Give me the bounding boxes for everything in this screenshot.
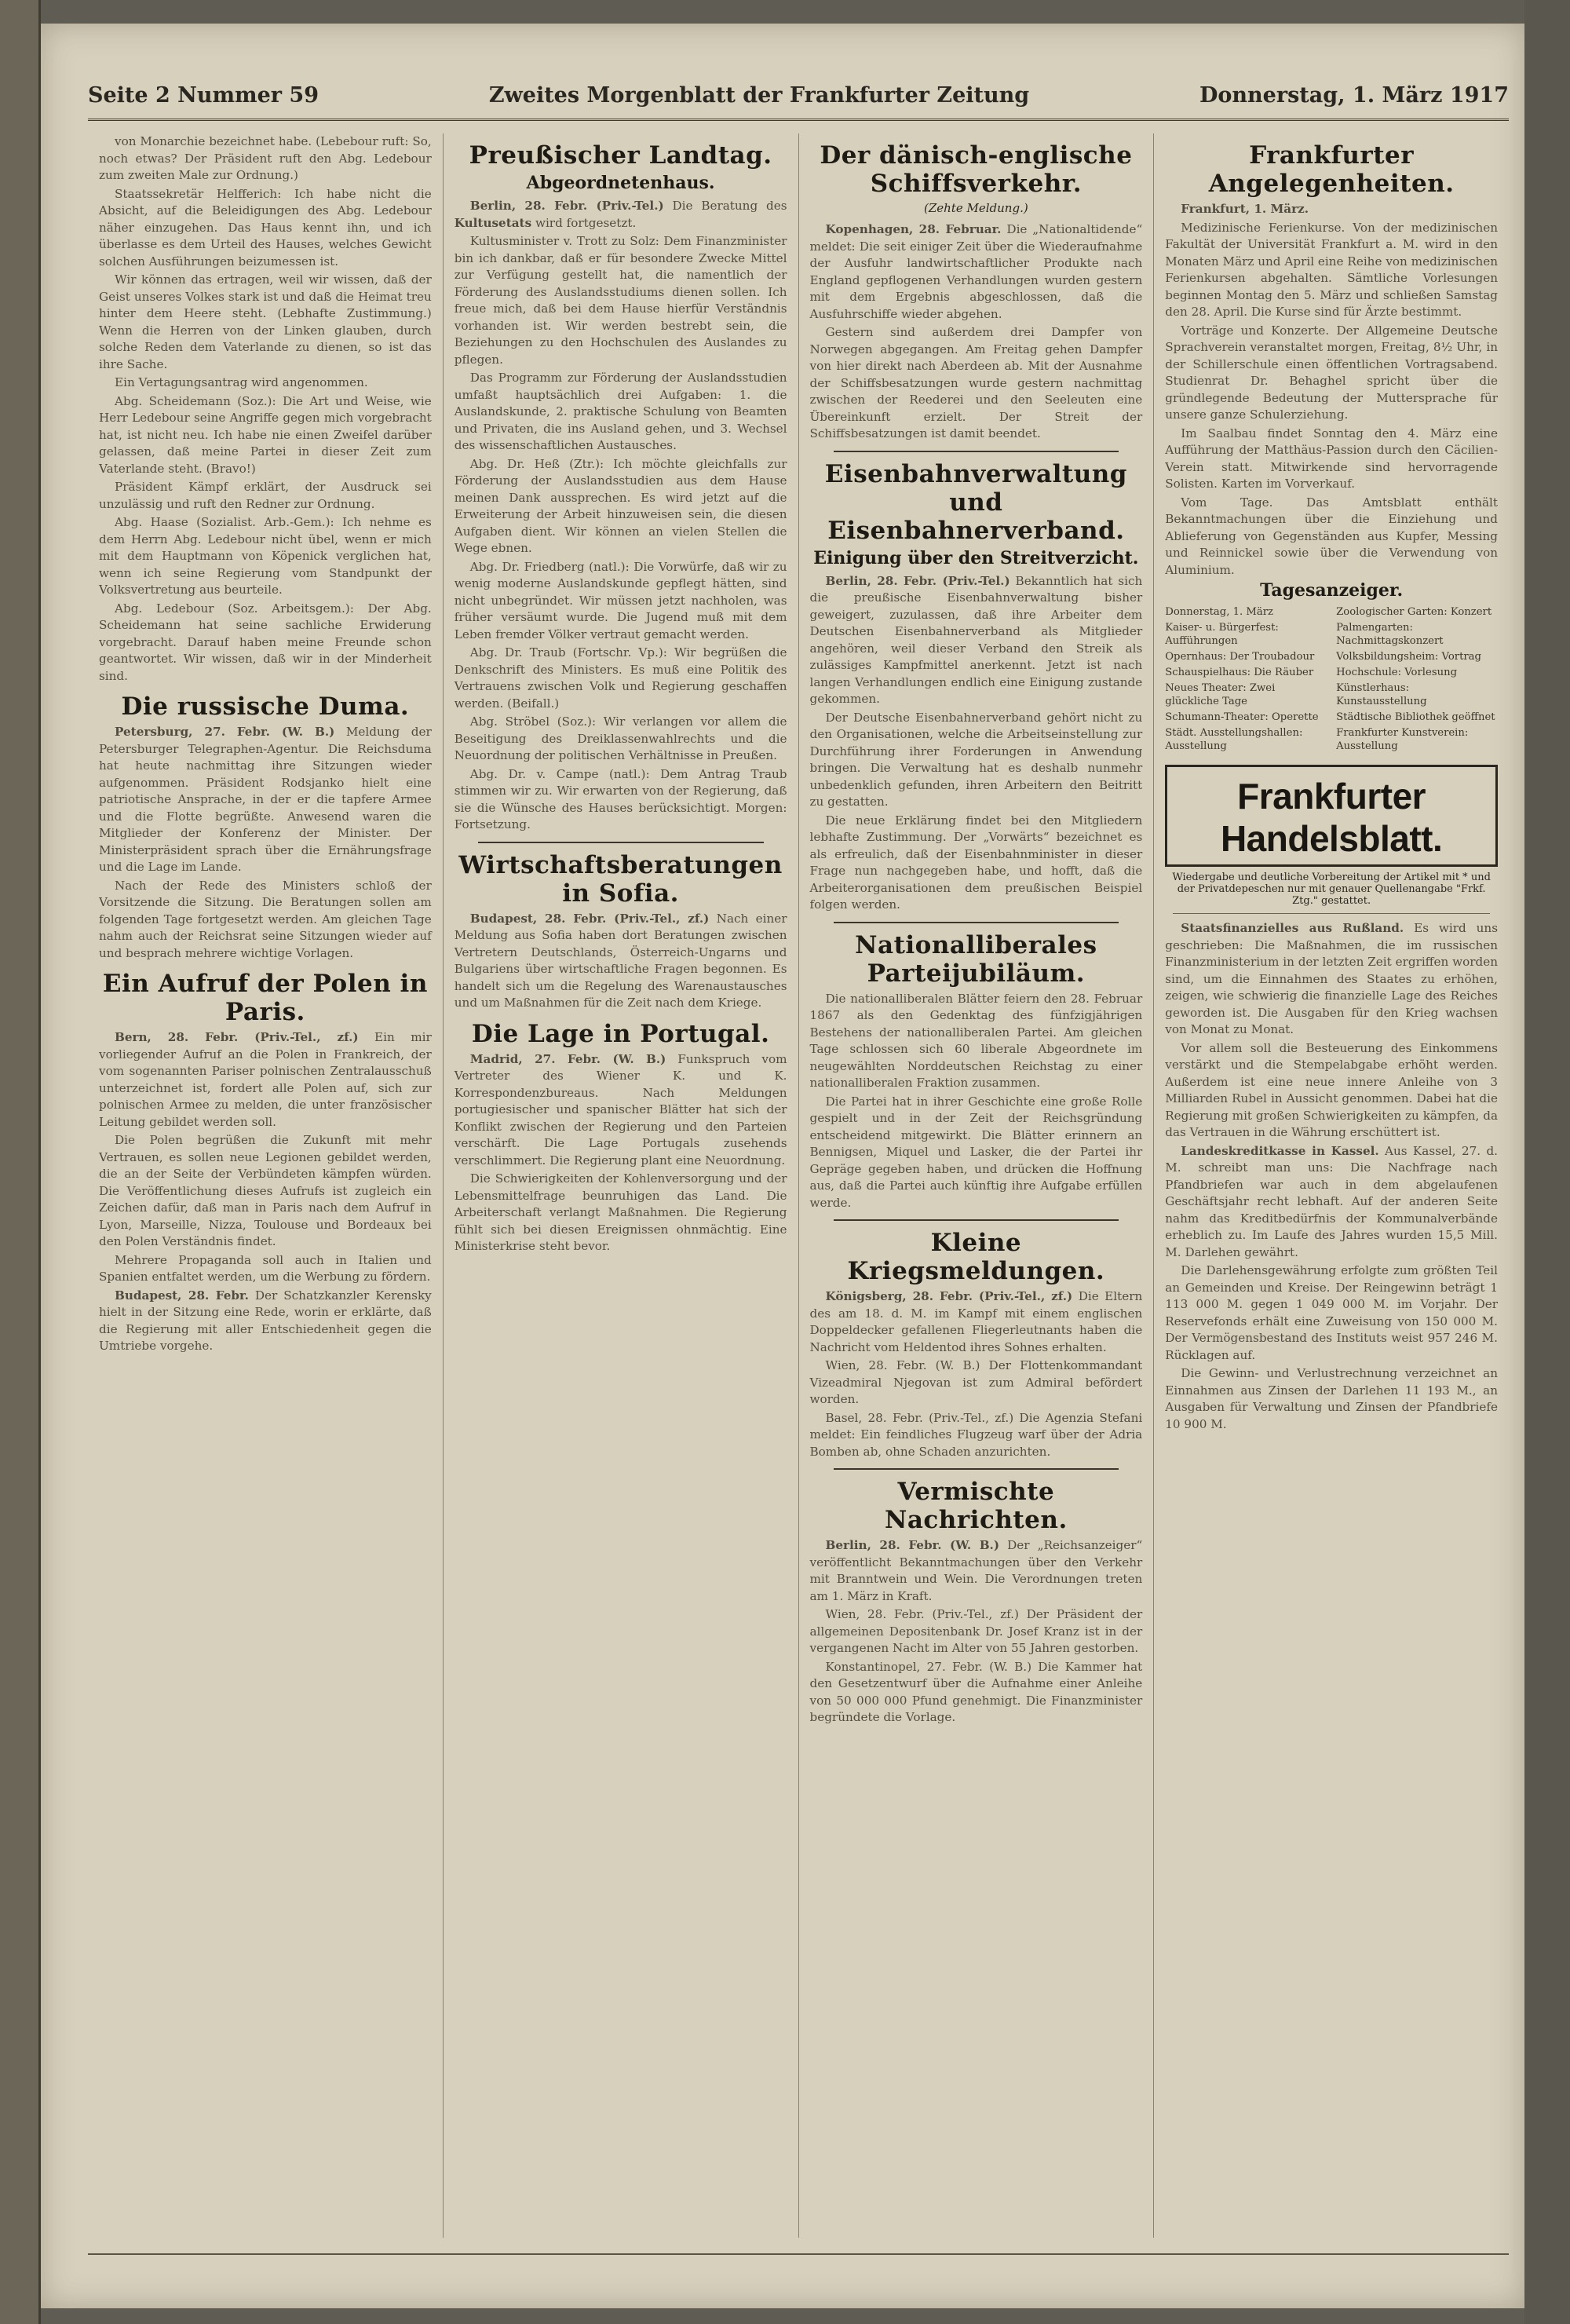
article-body: Frankfurt, 1. März. Medizinische Ferienkurse. Von der medizinischen Fakultät der Universität Frankfurt a. M. wird in den Monaten März und April eine Reihe von medizinischen Ferienkursen abgehalten. Sämtliche Vorlesungen beginnen Montag den 5. März und schließen Samstag den 28. April. Die Kurse sind für Ärzte bestimmt. Vorträge und Konzerte. Der Allgemeine Deutsche Sprachverein veranstaltet morgen, Freitag, 8½ Uhr, in der Schillerschule einen öffentlichen Vortragsabend. Studienrat Dr. Behaghel spricht über die gründlegende Bedeutung der Muttersprache für unsere ganze Schulerziehung. Im Saalbau findet Sonntag den 4. März eine Aufführung der Matthäus-Passion durch den Cäcilien-Verein statt. Mitwirkende sind hervorragende Solisten. Karten im Vorverkauf. Vom Tage. Das Amtsblatt enthält Bekanntmachungen über die Einziehung und Ablieferung von Gegenständen aus Kupfer, Messing und Reinnickel sowie über die Verwendung von Aluminium. <box>1165 202 1498 577</box>
section-masthead: Frankfurter Handelsblatt. <box>1165 765 1498 867</box>
section-heading: Frankfurter Angelegenheiten. <box>1208 141 1455 198</box>
dateline: Budapest, 28. Febr. (Priv.-Tel., zf.) <box>469 911 710 926</box>
article-body: Berlin, 28. Febr. (Priv.-Tel.) Bekanntlich hat sich die preußische Eisenbahnverwaltung bisher geweigert, zuzulassen, daß ihre Arbeiter dem Deutschen Eisenbahnerverband als Mitglieder angehören, weil dieser Verband den Streik als zulässiges Kampfmittel anerkennt. Jetzt ist nach langen Verhandlungen endlich eine Einigung zustande gekommen. Der Deutsche Eisenbahnerverband gehört nicht zu den Organisationen, welche die Arbeitseinstellung zur Durchführung ihrer Forderungen in Anwendung bringen. Die Verwaltung hat es deshalb nunmehr unbedenklich gefunden, ihren Arbeitern den Beitritt zu gestatten. Die neue Erklärung findet bei den Mitgliedern lebhafte Zustimmung. Der „Vorwärts“ bezeichnet es als erfreulich, daß der Eisenbahnminister in dieser Frage nun nachgegeben habe, und hofft, daß die Arbeiterorganisationen dem preußischen Beispiel folgen werden. <box>809 573 1143 912</box>
section-heading: Nationalliberales Parteijubiläum. <box>855 930 1097 988</box>
section-heading: Die Lage in Portugal. <box>471 1019 770 1048</box>
dateline: Berlin, 28. Febr. (Priv.-Tel.) <box>825 573 1010 588</box>
article-title: Landeskreditkasse in Kassel. <box>1181 1143 1379 1158</box>
event-listing: Donnerstag, 1. März Kaiser- u. Bürgerfest: Aufführungen Opernhaus: Der Troubadour Schauspielhaus: Die Räuber Neues Theater: Zwei glückliche Tage Schumann-Theater: Operette Städt. Ausstellungshallen: Ausstellung Zoologischer Garten: Konzert Palmengarten: Nachmittagskonzert Volksbildungsheim: Vortrag Hochschule: Vorlesung Künstlerhaus: Kunstausstellung Städtische Bibliothek geöffnet Frankfurter Kunstverein: Ausstellung <box>1165 606 1495 752</box>
article-body: Staatsfinanzielles aus Rußland. Es wird uns geschrieben: Die Maßnahmen, die im russischen Finanzministerium in der letzten Zeit ergriffen worden sind, um die Einnahmen des Staates zu erhöhen, zeigen, wie schwierig die finanzielle Lage des Reiches geworden ist. Die Ausgaben für den Krieg wachsen von Monat zu Monat. Vor allem soll die Besteuerung des Einkommens verstärkt und die Stempelabgabe erhöht werden. Außerdem ist eine neue innere Anleihe von 3 Milliarden Rubel in Aussicht genommen. Dabei hat die Regierung mit großen Schwierigkeiten zu kämpfen, da das Vertrauen in die Währung erschüttert ist. Landeskreditkasse in Kassel. Aus Kassel, 27. d. M. schreibt man uns: Die Nachfrage nach Pfandbriefen war auch in dem abgelaufenen Geschäftsjahr recht lebhaft. Auf der anderen Seite nahm das Kreditbedürfnis der Kommunalverbände erheblich zu. Im Laufe des Jahres wurden 15,5 Mill. M. Darlehen gewährt. Die Darlehensgewährung erfolgte zum größten Teil an Gemeinden und Kreise. Der Reingewinn beträgt 1 113 000 M. gegen 1 049 000 M. im Vorjahr. Der Reservefonds erhält eine Zuweisung von 150 000 M. Der Vermögensbestand des Instituts weist 957 246 M. Rücklagen auf. Die Gewinn- und Verlustrechnung verzeichnet an Einnahmen aus Zinsen der Darlehen 11 193 M., an Ausgaben für Verwaltung und Zinsen der Pfandbriefe 10 900 M. <box>1165 921 1499 1431</box>
dateline: Frankfurt, 1. März. <box>1181 202 1309 216</box>
subject-label: Kultusetats <box>454 215 532 230</box>
page-footer <box>88 2253 1509 2285</box>
divider <box>834 922 1119 923</box>
column-4 <box>1154 133 1509 2238</box>
article-body: Königsberg, 28. Febr. (Priv.-Tel., zf.) Die Eltern des am 18. d. M. im Kampf mit einem englischen Doppeldecker gefallenen Fliegerleutnants haben die Nachricht vom Heldentod ihres Sohnes erhalten. Wien, 28. Febr. (W. B.) Der Flottenkommandant Vizeadmiral Njegovan ist zum Admiral befördert worden. Basel, 28. Febr. (Priv.-Tel., zf.) Die Agenzia Stefani meldet: Ein feindliches Flugzeug warf über der Adria Bomben ab, ohne Schaden anzurichten. <box>809 1289 1143 1459</box>
column-1 <box>88 133 444 2238</box>
article-body: von Monarchie bezeichnet habe. (Lebebour ruft: So, noch etwas? Der Präsident ruft den Abg. Ledebour zum zweiten Male zur Ordnung.) Staatssekretär Helfferich: Ich habe nicht die Absicht, auf die Beleidigungen des Abg. Ledebour näher einzugehen. Das Haus kennt ihn, und ich überlasse es dem Urteil des Hauses, welches Gewicht solchen Ausführungen beizumessen ist. Wir können das ertragen, weil wir wissen, daß der Geist unseres Volkes stark ist und daß die Heimat treu hinter dem Heere steht. (Lebhafte Zustimmung.) Wenn die Herren von der Linken glauben, durch solche Reden dem Vaterlande zu dienen, so ist das ihre Sache. Ein Vertagungsantrag wird angenommen. Abg. Scheidemann (Soz.): Die Art und Weise, wie Herr Ledebour seine Angriffe gegen mich vorgebracht hat, ist nicht neu. Ich habe nie einen Zweifel darüber gelassen, daß meine Partei in dieser Zeit zum Vaterlande steht. (Bravo!) Präsident Kämpf erklärt, der Ausdruck sei unzulässig und ruft den Redner zur Ordnung. Abg. Haase (Sozialist. Arb.-Gem.): Ich nehme es dem Herrn Abg. Ledebour nicht übel, wenn er mich mit dem Hauptmann von Köpenick verglichen hat, wenn ich seine Regierung vom Standpunkt der Volksvertretung aus beurteile. Abg. Ledebour (Soz. Arbeitsgem.): Der Abg. Scheidemann hat seine sachliche Erwiderung vorgebracht. Darauf haben meine Freunde schon geantwortet. Wir wissen, daß wir in der Minderheit sind. <box>99 134 432 683</box>
section-subheading: Tagesanzeiger. <box>1260 580 1404 601</box>
article-body: Budapest, 28. Febr. (Priv.-Tel., zf.) Nach einer Meldung aus Sofia haben dort Beratungen zwischen Vertretern Deutschlands, Österreich-Ungarns und Bulgariens über wirtschaftliche Fragen begonnen. Es handelt sich um die Regelung des Warenaustausches und um Maßnahmen für die Zeit nach dem Kriege. <box>454 911 787 1010</box>
dateline: Berlin, 28. Febr. (W. B.) <box>825 1538 1000 1552</box>
section-heading: Der dänisch-englische Schiffsverkehr. <box>820 141 1133 198</box>
newspaper-page <box>41 24 1524 2308</box>
page-number: Seite 2 Nummer 59 <box>88 83 319 108</box>
dateline: Bern, 28. Febr. (Priv.-Tel., zf.) <box>115 1030 359 1044</box>
section-heading: Eisenbahnverwaltung und Eisenbahnerverband. <box>824 459 1127 545</box>
paper-title: Zweites Morgenblatt der Frankfurter Zeitung <box>488 83 1030 108</box>
dateline: Kopenhagen, 28. Februar. <box>825 222 1002 236</box>
article-body: Madrid, 27. Febr. (W. B.) Funkspruch vom Vertreter des Wiener K. und K. Korrespondenzbureaus. Nach Meldungen portugiesischer und spanischer Blätter hat sich der Konflikt zwischen der Regierung und den Parteien verschärft. Die Lage Portugals zusehends verschlimmert. Die Regierung plant eine Neuordnung. Die Schwierigkeiten der Kohlenversorgung und der Lebensmittelfrage beunruhigen das Land. Die Arbeiterschaft verlangt Maßnahmen. Die Regierung fühlt sich bei diesen Ereignissen ohnmächtig. Eine Ministerkrise steht bevor. <box>454 1051 787 1253</box>
article-body: Bern, 28. Febr. (Priv.-Tel., zf.) Ein mir vorliegender Aufruf an die Polen in Frankreich, der vom sogenannten Pariser polnischen Zentralausschuß unterzeichnet ist, fordert alle Polen auf, sich zur polnischen Armee zu melden, die unter französischer Leitung gebildet werden soll. Die Polen begrüßen die Zukunft mit mehr Vertrauen, es sollen neue Legionen gebildet werden, die an der Seite der Verbündeten kämpfen würden. Die Veröffentlichung dieses Aufrufs ist zugleich ein Zeichen dafür, daß man in Paris nach dem Aufruf in Lyon, Marseille, Nizza, Toulouse und Bordeaux bei den Polen Verständnis findet. Mehrere Propaganda soll auch in Italien und Spanien entfaltet werden, um die Werbung zu fördern. Budapest, 28. Febr. Der Schatzkanzler Kerensky hielt in der Sitzung eine Rede, worin er erklärte, daß die Regierung mit aller Entschiedenheit gegen die Umtriebe vorgehe. <box>99 1030 432 1353</box>
binding-spine <box>0 0 41 2324</box>
article-title: Staatsfinanzielles aus Rußland. <box>1181 921 1404 935</box>
section-masthead-note: Wiedergabe und deutliche Vorbereitung der Artikel mit * und der Privatdepeschen nur mit genauer Quellenangabe "Frkf. Ztg." gestattet. <box>1172 872 1491 907</box>
dateline: Petersburg, 27. Febr. (W. B.) <box>115 725 335 739</box>
article-body: Die nationalliberalen Blätter feiern den 28. Februar 1867 als den Gedenktag des fünfzigjährigen Bestehens der nationalliberalen Partei. Am gleichen Tage schlossen sich 60 liberale Abgeordnete im neugewählten Norddeutschen Reichstag zu einer nationalliberalen Fraktion zusammen. Die Partei hat in ihrer Geschichte eine große Rolle gespielt und in der Zeit der Reichsgründung entscheidend mitgewirkt. Die Blätter erinnern an Bennigsen, Miquel und Lasker, die der Partei ihr Gepräge gegeben haben, und drücken die Hoffnung aus, daß die Partei auch künftig ihre Aufgabe erfüllen werde. <box>809 991 1143 1210</box>
page-edge <box>1524 0 1570 2324</box>
issue-date: Donnerstag, 1. März 1917 <box>1199 83 1509 108</box>
section-subheading: Abgeordnetenhaus. <box>526 173 715 193</box>
dateline: Madrid, 27. Febr. (W. B.) <box>469 1051 666 1066</box>
section-subheading: Einigung über den Streitverzicht. <box>813 547 1139 568</box>
masthead <box>88 79 1509 121</box>
column-3 <box>799 133 1155 2238</box>
section-heading: Die russische Duma. <box>121 692 410 721</box>
section-note: (Zehte Meldung.) <box>924 201 1028 215</box>
article-body: Berlin, 28. Febr. (W. B.) Der „Reichsanzeiger“ veröffentlicht Bekanntmachungen über den Verkehr mit Branntwein und Wein. Die Verordnungen treten am 1. März in Kraft. Wien, 28. Febr. (Priv.-Tel., zf.) Der Präsident der allgemeinen Depositenbank Dr. Josef Kranz ist in der vergangenen Nacht im Alter von 55 Jahren gestorben. Konstantinopel, 27. Febr. (W. B.) Die Kammer hat den Gesetzentwurf über die Aufnahme einer Anleihe von 50 000 000 Pfund genehmigt. Die Finanzminister begründete die Vorlage. <box>809 1538 1143 1724</box>
article-body: Berlin, 28. Febr. (Priv.-Tel.) Die Beratung des Kultusetats wird fortgesetzt. Kultusminister v. Trott zu Solz: Dem Finanzminister bin ich dankbar, daß er für besondere Zwecke Mittel zur Verfügung gestellt hat, die namentlich der Förderung des Auslandsstudiums dienen sollen. Ich freue mich, daß bei dem Hause hierfür Verständnis vorhanden ist. Wir werden bestrebt sein, die Beziehungen zu den Hochschulen des Auslandes zu pflegen. Das Programm zur Förderung der Auslandsstudien umfaßt hauptsächlich drei Aufgaben: 1. die Auslandskunde, 2. praktische Schulung von Beamten und Privaten, die ins Ausland gehen, und 3. Wechsel des wissenschaftlichen Austausches. Abg. Dr. Heß (Ztr.): Ich möchte gleichfalls zur Förderung der Auslandsstudien aus dem Hause meinen Dank aussprechen. Es wird jetzt auf die Erweiterung der Arbeit hinzuweisen sein, die diesen Aufgaben dient. Wir können an vielen Stellen die Wege ebnen. Abg. Dr. Friedberg (natl.): Die Vorwürfe, daß wir zu wenig moderne Auslandskunde gepflegt hätten, sind nicht unbegründet. Wir müssen jetzt nachholen, was früher versäumt wurde. Die Jugend muß mit dem Leben fremder Völker vertraut gemacht werden. Abg. Dr. Traub (Fortschr. Vp.): Wir begrüßen die Denkschrift des Ministers. Es muß eine Politik des Vertrauens zwischen Volk und Regierung geschaffen werden. (Beifall.) Abg. Ströbel (Soz.): Wir verlangen vor allem die Beseitigung des Dreiklassenwahlrechts und die Neuordnung der politischen Verhältnisse in Preußen. Abg. Dr. v. Campe (natl.): Dem Antrag Traub stimmen wir zu. Wir erwarten von der Regierung, daß sie die Wünsche des Hauses berücksichtigt. Morgen: Fortsetzung. <box>454 199 787 831</box>
section-heading: Wirtschaftsberatungen in Sofia. <box>458 850 783 908</box>
column-2 <box>444 133 799 2238</box>
section-heading: Kleine Kriegsmeldungen. <box>847 1229 1105 1285</box>
divider <box>1173 913 1490 914</box>
article-body: Petersburg, 27. Febr. (W. B.) Meldung der Petersburger Telegraphen-Agentur. Die Reichsduma hat heute nachmittag ihre Sitzungen wieder aufgenommen. Präsident Rodsjanko hielt eine patriotische Ansprache, in der er die tapfere Armee und die Flotte begrüßte. Anwesend waren die Mitglieder der Konferenz der Minister. Der Ministerpräsident sprach über die Ernährungsfrage und die Lage im Lande. Nach der Rede des Ministers schloß der Vorsitzende die Sitzung. Die Beratungen sollen am folgenden Tage fortgesetzt werden. Am gleichen Tage nahm auch der Reichsrat seine Sitzungen wieder auf und besprach mehrere wichtige Vorlagen. <box>99 725 432 960</box>
article-body: Kopenhagen, 28. Februar. Die „Nationaltidende“ meldet: Die seit einiger Zeit über die Wiederaufnahme der Ausfuhr landwirtschaftlicher Produkte nach England gepflogenen Verhandlungen wurden gestern mit dem Ergebnis abgeschlossen, daß die Ausfuhrschiffe wieder abgehen. Gestern sind außerdem drei Dampfer von Norwegen abgegangen. Am Freitag gehen Dampfer von hier direkt nach Aberdeen ab. Mit der Ausnahme der Schiffsbesatzungen wurde gestern nachmittag zwischen der Reederei und den Seeleuten eine Übereinkunft erzielt. Der Streit der Schiffsbesatzungen ist damit beendet. <box>809 222 1143 440</box>
columns <box>88 133 1509 2238</box>
section-heading: Vermischte Nachrichten. <box>885 1478 1068 1534</box>
divider <box>478 842 764 843</box>
section-heading: Ein Aufruf der Polen in Paris. <box>102 970 428 1026</box>
divider <box>834 1468 1119 1470</box>
dateline: Berlin, 28. Febr. (Priv.-Tel.) <box>469 199 664 213</box>
dateline: Königsberg, 28. Febr. (Priv.-Tel., zf.) <box>825 1289 1073 1303</box>
intro-text: von Monarchie bezeichnet habe. (Lebebour ruft: So, noch etwas? Der Präsident ruft den Abg. Ledebour zum zweiten Male zur Ordnung.) <box>99 134 432 182</box>
dateline: Budapest, 28. Febr. <box>115 1288 249 1303</box>
divider <box>834 1219 1119 1221</box>
divider <box>834 451 1119 452</box>
section-heading: Preußischer Landtag. <box>469 141 772 170</box>
